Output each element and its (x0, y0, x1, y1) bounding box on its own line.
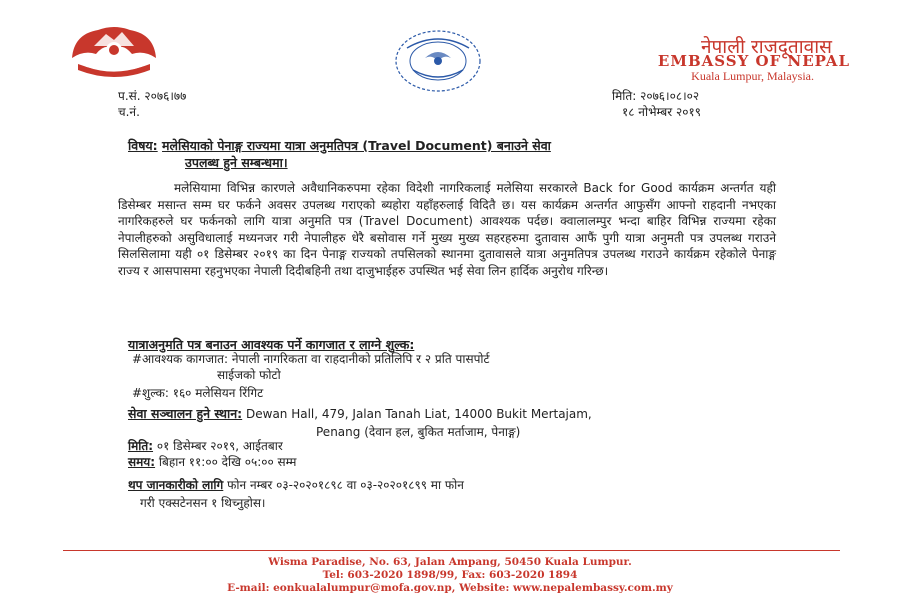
required-documents-line-2: साईजको फोटो (217, 368, 281, 382)
footer-address: Wisma Paradise, No. 63, Jalan Ampang, 50450 Kuala Lumpur. (268, 556, 632, 568)
date-block (612, 88, 701, 120)
body-paragraph: मलेसियामा विभिन्न कारणले अवैधानिकरुपमा रहेका विदेशी नागरिकलाई मलेसिया सरकारले Back for Good कार्यक्रम अन्तर्गत यही डिसेम्बर मसान्त सम्म घर फर्कने अवसर उपलब्ध गराएको ब्यहोरा यहाँहरुलाई विदितै छ। यस कार्यक्रम अन्तर्गत आफुसँग आफ्नो राहदानी नभएका नागरिकहरुले घर फर्कनको लागि यात्रा अनुमति पत्र (Travel Document) आवश्यक पर्दछ। क्वालालम्पुर भन्दा बाहिर विभिन्न राज्यमा रहेका नेपालीहरुको असुविधालाई मध्यनजर गरी नेपालीहरु धेरै बसोवास गर्ने मुख्य मुख्य सहरहरुमा दुतावास आफैं पुगी यात्रा अनुमती पत्र उपलब्ध गराउने सिलसिलामा यही ०१ डिसेम्बर २०१९ का दिन पेनाङ्ग राज्यको तपसिलको स्थानमा दुतावासले यात्रा अनुमतिपत्र उपलब्ध गराउने कार्यक्रम रहेकोले पेनाङ्ग राज्य र आसपासमा रहनुभएका नेपाली दिदीबहिनी तथा दाजुभाईहरु उपस्थित भई सेवा लिन हार्दिक अनुरोध गरिन्छ। (118, 181, 776, 278)
venue-line-1: Dewan Hall, 479, Jalan Tanah Liat, 14000 Bukit Mertajam, (246, 407, 592, 421)
footer-contact: Tel: 603-2020 1898/99, Fax: 603-2020 1894 (322, 569, 578, 581)
subject (128, 137, 778, 171)
date-ad: १८ नोभेम्बर २०१९ (622, 105, 701, 119)
embassy-seal-icon (393, 28, 483, 94)
subject-label: विषय: (128, 138, 158, 153)
requirements-heading: यात्राअनुमति पत्र बनाउन आवश्यक पर्ने कागजात र लाग्ने शुल्क: (128, 337, 415, 352)
service-date-value: ०१ डिसेम्बर २०१९, आईतबार (156, 439, 283, 453)
required-documents (132, 351, 752, 383)
venue-line-2: Penang (देवान हल, बुकित मर्ताजाम, पेनाङ्ग) (316, 425, 521, 439)
reference-number: प.सं. २०७६।७७ (118, 89, 187, 103)
venue-label: सेवा सञ्चालन हुने स्थान: (128, 406, 243, 421)
service-date (128, 437, 283, 454)
service-time (128, 453, 296, 470)
date-bs: मिति: २०७६।०८।०२ (612, 89, 700, 103)
more-info (128, 476, 768, 512)
service-date-label: मिति: (128, 439, 154, 453)
more-info-line-2: गरी एक्सटेनसन १ थिच्नुहोस। (140, 496, 266, 510)
embassy-location: Kuala Lumpur, Malaysia. (691, 69, 814, 83)
footer-divider (63, 550, 840, 551)
embassy-name-nepali: नेपाली राजदूतावास (700, 36, 832, 58)
more-info-line-1: फोन नम्बर ०३-२०२०१८९८ वा ०३-२०२०१८९९ मा फोन (227, 478, 464, 492)
nepal-emblem-icon (64, 20, 164, 84)
letter-body (118, 180, 776, 280)
venue (128, 405, 768, 441)
subject-line-2: उपलब्ध हुने सम्बन्धमा। (185, 155, 288, 170)
more-info-label: थप जानकारीको लागि (128, 478, 224, 492)
footer-email-website: E-mail: eonkualalumpur@mofa.gov.np, Website: www.nepalembassy.com.my (227, 582, 673, 594)
embassy-name-english: EMBASSY OF NEPAL (657, 52, 850, 70)
subject-line-1: मलेसियाको पेनाङ्ग राज्यमा यात्रा अनुमतिपत्र (Travel Document) बनाउने सेवा (162, 138, 551, 153)
required-documents-line-1: #आवश्यक कागजात: नेपाली नागरिकता वा राहदानीको प्रतिलिपि र २ प्रति पासपोर्ट (132, 352, 490, 366)
service-time-label: समय: (128, 455, 156, 469)
dispatch-number: च.नं. (118, 105, 140, 119)
reference-block (118, 88, 186, 120)
fee: #शुल्क: १६० मलेसियन रिंगिट (132, 386, 264, 400)
service-time-value: बिहान ११:०० देखि ०५:०० सम्म (158, 455, 297, 469)
